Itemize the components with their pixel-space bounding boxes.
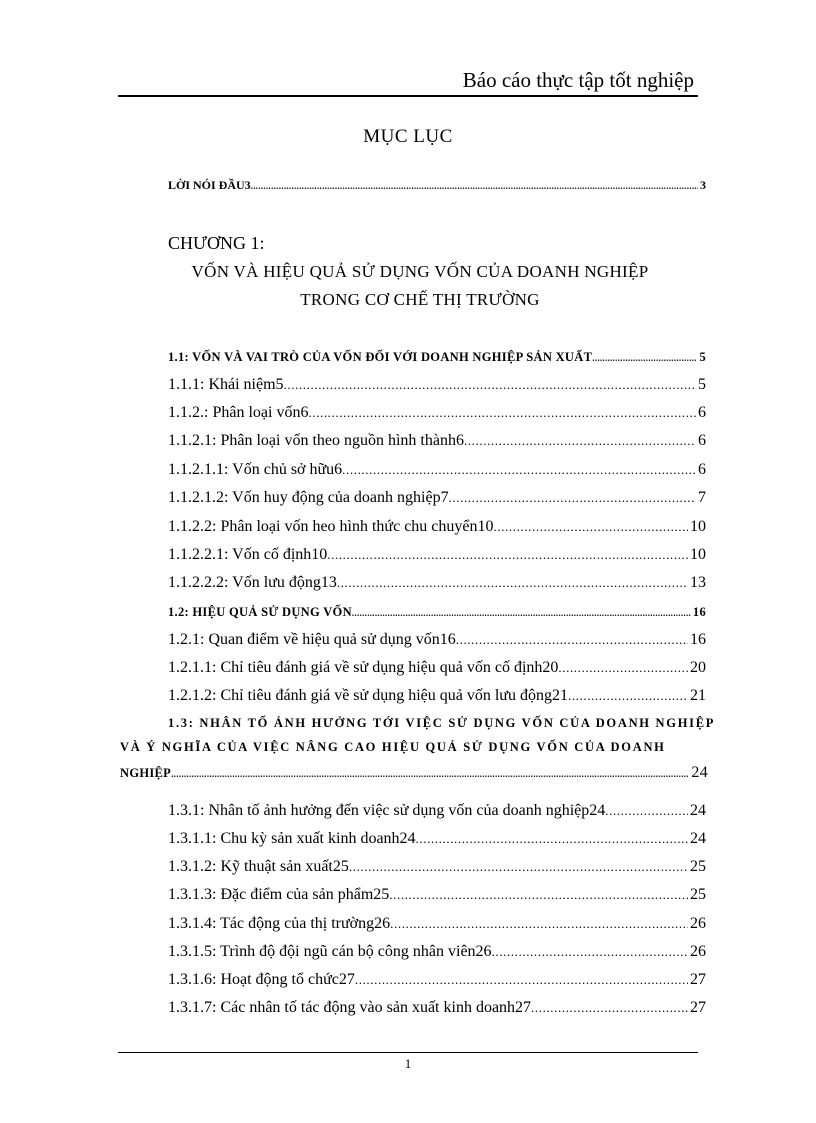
toc-entry-1-1-2-2[interactable] bbox=[168, 518, 706, 536]
dot-leader bbox=[327, 547, 688, 563]
toc-entry-label: 1.2.1: Quan điểm về hiệu quả sử dụng vốn16 bbox=[168, 631, 456, 648]
toc-entry-label: 1.1.1: Khái niệm5 bbox=[168, 376, 284, 393]
toc-entry-page: 20 bbox=[690, 659, 706, 676]
toc-entry-label: 1.1.2.1: Phân loại vốn theo nguồn hình thành6 bbox=[168, 432, 464, 449]
toc-entry-page: 13 bbox=[690, 574, 706, 591]
toc-heading: MỤC LỤC bbox=[363, 126, 453, 147]
toc-entry-label: 1.1.2.2: Phân loại vốn heo hình thức chu chuyển10 bbox=[168, 518, 494, 535]
toc-entry-page: 6 bbox=[698, 404, 706, 421]
toc-entry-page: 6 bbox=[698, 432, 706, 449]
toc-entry-label: 1.1.2.2.2: Vốn lưu động13 bbox=[168, 574, 337, 591]
toc-entry-1-1-2-2-1[interactable] bbox=[168, 546, 706, 564]
toc-entry-page: 16 bbox=[692, 605, 706, 619]
toc-entry-1-3-line-2: VÀ Ý NGHĨA CỦA VIỆC NÂNG CAO HIỆU QUẢ SỬ DỤNG VỐN CỦA DOANH bbox=[120, 740, 666, 754]
dot-leader bbox=[390, 916, 688, 932]
toc-entry-label: 1.3.1.7: Các nhân tố tác động vào sản xuất kinh doanh27 bbox=[168, 999, 532, 1016]
toc-entry-label: 1.3.1.6: Hoạt động tổ chức27 bbox=[168, 971, 355, 988]
header-divider bbox=[118, 95, 698, 97]
dot-leader bbox=[337, 575, 688, 591]
toc-entry-label: 1.3.1.2: Kỹ thuật sản xuất25 bbox=[168, 858, 349, 875]
toc-entry-1-1-2-1[interactable] bbox=[168, 432, 706, 450]
toc-entry-label: 1.1.2.: Phân loại vốn6 bbox=[168, 404, 309, 421]
toc-entry-label: 1.3.1: Nhân tố ảnh hưởng đến việc sử dụng vốn của doanh nghiệp24 bbox=[168, 802, 606, 819]
toc-entry-1-3-1-3[interactable] bbox=[168, 886, 706, 904]
toc-entry-label: 1.2.1.1: Chỉ tiêu đánh giá về sử dụng hiệu quả vốn cố định20 bbox=[168, 659, 559, 676]
dot-leader bbox=[592, 353, 697, 363]
toc-entry-label: NGHIỆP bbox=[120, 766, 172, 780]
dot-leader bbox=[349, 859, 688, 875]
toc-entry-page: 21 bbox=[690, 687, 706, 704]
toc-entry-label: 1.3.1.1: Chu kỳ sản xuất kinh doanh24 bbox=[168, 830, 416, 847]
toc-entry-1-1-2[interactable] bbox=[168, 404, 706, 422]
toc-entry-page: 10 bbox=[690, 518, 706, 535]
toc-entry-1-1-1[interactable] bbox=[168, 376, 706, 394]
dot-leader bbox=[352, 608, 691, 618]
toc-entry-1-3-1-2[interactable] bbox=[168, 858, 706, 876]
toc-entry-label: 1.1.2.2.1: Vốn cố định10 bbox=[168, 546, 328, 563]
toc-entry-label: 1.2: HIỆU QUẢ SỬ DỤNG VỐN bbox=[168, 605, 352, 619]
toc-entry-intro[interactable] bbox=[168, 178, 706, 193]
toc-entry-1-2-1[interactable] bbox=[168, 631, 706, 649]
toc-entry-1-3[interactable] bbox=[120, 716, 716, 782]
dot-leader bbox=[494, 519, 688, 535]
dot-leader bbox=[416, 831, 688, 847]
dot-leader bbox=[558, 660, 688, 676]
toc-entry-1-1-2-1-2[interactable] bbox=[168, 489, 706, 507]
toc-entry-label: 1.2.1.2: Chỉ tiêu đánh giá về sử dụng hiệu quả vốn lưu động21 bbox=[168, 687, 568, 704]
toc-entry-page: 24 bbox=[690, 802, 706, 819]
dot-leader bbox=[449, 490, 696, 506]
dot-leader bbox=[568, 688, 688, 704]
toc-entry-1-1-2-1-1[interactable] bbox=[168, 461, 706, 479]
toc-entry-1-3-1-4[interactable] bbox=[168, 915, 706, 933]
toc-entry-1-3-1-6[interactable] bbox=[168, 971, 706, 989]
toc-entry-1-2-1-2[interactable] bbox=[168, 687, 706, 705]
dot-leader bbox=[342, 462, 696, 478]
toc-entry-page: 10 bbox=[690, 546, 706, 563]
toc-entry-page: 26 bbox=[690, 915, 706, 932]
dot-leader bbox=[251, 181, 698, 191]
dot-leader bbox=[389, 887, 688, 903]
toc-entry-page: 26 bbox=[690, 943, 706, 960]
toc-entry-1-3-1-5[interactable] bbox=[168, 943, 706, 961]
toc-entry-1-3-line-3 bbox=[120, 764, 708, 782]
document-header-title: Báo cáo thực tập tốt nghiệp bbox=[462, 68, 694, 92]
toc-entry-page: 25 bbox=[690, 886, 706, 903]
dot-leader bbox=[308, 405, 696, 421]
toc-entry-label: LỜI NÓI ĐẦU3 bbox=[168, 178, 251, 192]
toc-entry-label: 1.1: VỐN VÀ VAI TRÒ CỦA VỐN ĐỐI VỚI DOANH NGHIỆP SẢN XUẤT bbox=[168, 350, 593, 364]
chapter-title-line-1: VỐN VÀ HIỆU QUẢ SỬ DỤNG VỐN CỦA DOANH NGHIỆP bbox=[191, 262, 649, 281]
toc-entry-page: 3 bbox=[700, 178, 706, 192]
toc-entry-page: 27 bbox=[690, 971, 706, 988]
toc-entry-1-2-1-1[interactable] bbox=[168, 659, 706, 677]
toc-entry-page: 7 bbox=[698, 489, 706, 506]
chapter-label: CHƯƠNG 1: bbox=[168, 233, 265, 253]
toc-entry-label: 1.3.1.5: Trình độ đội ngũ cán bộ công nhân viên26 bbox=[168, 943, 492, 960]
toc-entry-page: 24 bbox=[690, 830, 706, 847]
toc-entry-1-3-line-1: 1.3: NHÂN TỐ ẢNH HƯỞNG TỚI VIỆC SỬ DỤNG VỐN CỦA DOANH NGHIỆP bbox=[168, 716, 716, 730]
dot-leader bbox=[605, 803, 688, 819]
toc-entry-1-3-1-1[interactable] bbox=[168, 830, 706, 848]
toc-entry-page: 27 bbox=[690, 999, 706, 1016]
dot-leader bbox=[355, 972, 688, 988]
dot-leader bbox=[531, 1000, 688, 1016]
toc-entry-label: 1.1.2.1.2: Vốn huy động của doanh nghiệp7 bbox=[168, 489, 449, 506]
chapter-title-line-2: TRONG CƠ CHẾ THỊ TRƯỜNG bbox=[300, 290, 540, 309]
toc-entry-1-3-1-7[interactable] bbox=[168, 999, 706, 1017]
toc-entry-label: 1.1.2.1.1: Vốn chủ sở hữu6 bbox=[168, 461, 343, 478]
dot-leader bbox=[464, 433, 696, 449]
toc-entry-label: 1.3.1.3: Đặc điểm của sản phẩm25 bbox=[168, 886, 390, 903]
dot-leader bbox=[171, 769, 689, 779]
toc-entry-page: 24 bbox=[691, 764, 708, 781]
toc-entry-1-3-1[interactable] bbox=[168, 802, 706, 820]
toc-entry-page: 6 bbox=[698, 461, 706, 478]
toc-entry-1-1[interactable] bbox=[168, 350, 706, 365]
toc-entry-page: 16 bbox=[690, 631, 706, 648]
dot-leader bbox=[284, 377, 696, 393]
toc-entry-1-1-2-2-2[interactable] bbox=[168, 574, 706, 592]
dot-leader bbox=[492, 944, 688, 960]
toc-entry-page: 5 bbox=[699, 350, 706, 364]
page-number: 1 bbox=[404, 1056, 412, 1071]
footer-divider bbox=[118, 1052, 698, 1053]
dot-leader bbox=[456, 632, 688, 648]
toc-entry-label: 1.3.1.4: Tác động của thị trường26 bbox=[168, 915, 391, 932]
toc-entry-1-2[interactable] bbox=[168, 605, 706, 620]
toc-entry-page: 25 bbox=[690, 858, 706, 875]
toc-entry-page: 5 bbox=[698, 376, 706, 393]
